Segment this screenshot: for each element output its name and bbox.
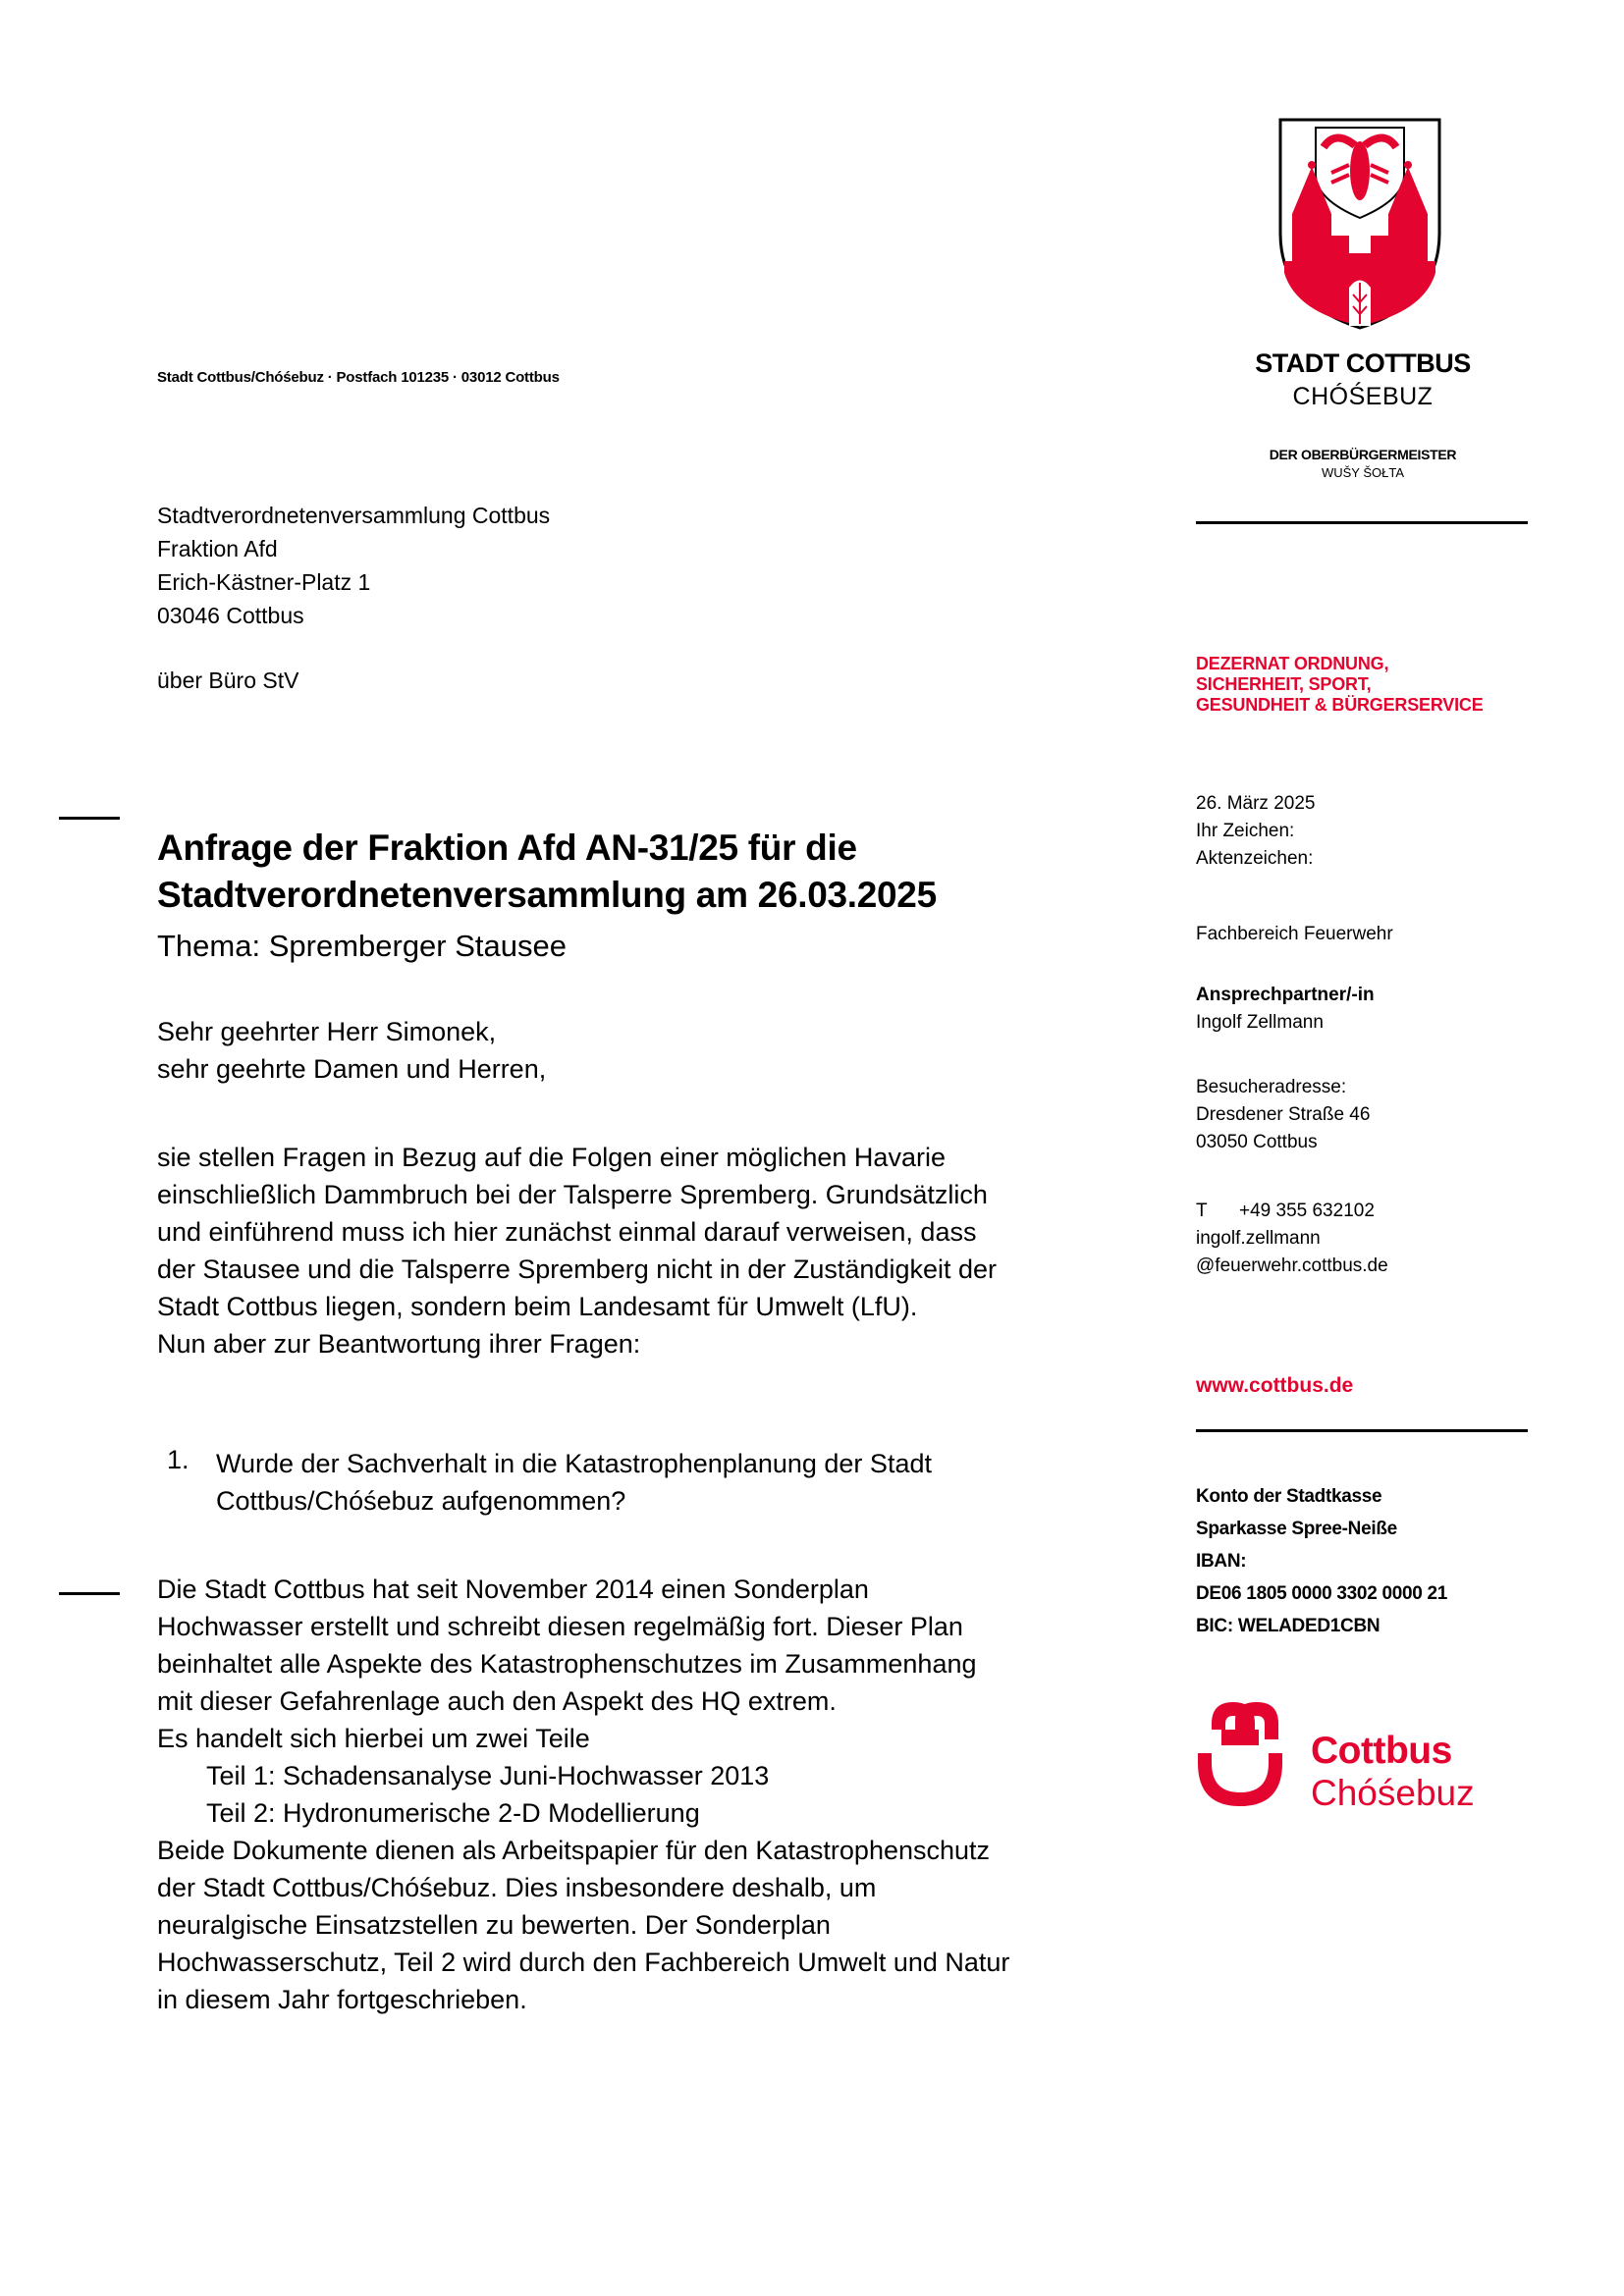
fold-mark	[59, 1592, 120, 1595]
document-subtitle: Thema: Spremberger Stausee	[157, 929, 567, 963]
contact-details	[1196, 1198, 1388, 1280]
salutation-line: sehr geehrte Damen und Herren,	[157, 1054, 547, 1084]
paragraph-line: neuralgische Einsatzstellen zu bewerten. Der Sonderplan	[157, 1910, 831, 1940]
bank-details	[1196, 1480, 1447, 1642]
email-line[interactable]: ingolf.zellmann	[1196, 1228, 1321, 1249]
paragraph-line: beinhaltet alle Aspekte des Katastrophenschutzes im Zusammenhang	[157, 1649, 977, 1679]
visitor-street: Dresdener Straße 46	[1196, 1104, 1371, 1125]
paragraph-line: Hochwasserschutz, Teil 2 wird durch den Fachbereich Umwelt und Natur	[157, 1948, 1010, 1977]
website-link[interactable]: www.cottbus.de	[1196, 1374, 1354, 1397]
salutation	[157, 1013, 546, 1088]
paragraph-line: der Stadt Cottbus/Chóśebuz. Dies insbesondere deshalb, um	[157, 1873, 877, 1902]
paragraph-line: einschließlich Dammbruch bei der Talsperre Spremberg. Grundsätzlich	[157, 1180, 988, 1209]
org-name: STADT COTTBUS	[1255, 348, 1471, 378]
bank-line: DE06 1805 0000 3302 0000 21	[1196, 1583, 1448, 1604]
department-name: Fachbereich Feuerwehr	[1196, 924, 1393, 944]
phone-number[interactable]: +49 355 632102	[1239, 1201, 1375, 1221]
bank-line: BIC: WELADED1CBN	[1196, 1616, 1380, 1636]
sender-return-address: Stadt Cottbus/Chóśebuz · Postfach 101235 · 03012 Cottbus	[157, 369, 560, 386]
visitor-city: 03050 Cottbus	[1196, 1132, 1318, 1152]
divider	[1196, 521, 1528, 524]
contact-name: Ingolf Zellmann	[1196, 1012, 1324, 1033]
paragraph-line: Hochwasser erstellt und schreibt diesen regelmäßig fort. Dieser Plan	[157, 1612, 963, 1641]
phone-label: T	[1196, 1201, 1208, 1221]
recipient-line: Erich-Kästner-Platz 1	[157, 569, 371, 595]
department-line: GESUNDHEIT & BÜRGERSERVICE	[1196, 695, 1484, 715]
recipient-line: 03046 Cottbus	[157, 603, 304, 628]
paragraph-line: Die Stadt Cottbus hat seit November 2014 einen Sonderplan	[157, 1575, 869, 1604]
paragraph-line: und einführend muss ich hier zunächst einmal darauf verweisen, dass	[157, 1217, 977, 1247]
logo-text-cottbus: Cottbus	[1311, 1730, 1452, 1772]
ihr-zeichen-label: Ihr Zeichen:	[1196, 821, 1295, 841]
intro-paragraph	[157, 1139, 997, 1362]
question-line: Wurde der Sachverhalt in die Katastrophenplanung der Stadt	[216, 1449, 932, 1478]
question-number: 1.	[167, 1445, 189, 1474]
department-line: DEZERNAT ORDNUNG,	[1196, 654, 1389, 673]
coat-of-arms-icon	[1276, 116, 1443, 332]
paragraph-line: der Stausee und die Talsperre Spremberg nicht in der Zuständigkeit der	[157, 1255, 997, 1284]
contact-block	[1196, 982, 1375, 1037]
mayor-title-sorbian: WUŠY ŠOŁTA	[1321, 465, 1405, 480]
paragraph-line: Es handelt sich hierbei um zwei Teile	[157, 1724, 590, 1753]
logo-text-chosebuz: Chóśebuz	[1311, 1773, 1475, 1813]
paragraph-line: Stadt Cottbus liegen, sondern beim Landesamt für Umwelt (LfU).	[157, 1292, 918, 1321]
salutation-line: Sehr geehrter Herr Simonek,	[157, 1017, 497, 1046]
part-item: Teil 1: Schadensanalyse Juni-Hochwasser 2013	[206, 1761, 770, 1790]
email-line[interactable]: @feuerwehr.cottbus.de	[1196, 1255, 1388, 1276]
delivery-via: über Büro StV	[157, 667, 299, 693]
department-heading	[1196, 654, 1484, 716]
question-line: Cottbus/Chóśebuz aufgenommen?	[216, 1486, 626, 1516]
paragraph-line: sie stellen Fragen in Bezug auf die Folgen einer möglichen Havarie	[157, 1143, 946, 1172]
visitor-address	[1196, 1074, 1370, 1156]
department-line: SICHERHEIT, SPORT,	[1196, 674, 1372, 694]
letter-date: 26. März 2025	[1196, 793, 1316, 814]
document-title	[157, 825, 937, 919]
cottbus-logo-icon	[1196, 1694, 1284, 1808]
paragraph-line: in diesem Jahr fortgeschrieben.	[157, 1985, 527, 2014]
divider	[1196, 1429, 1528, 1432]
bank-line: IBAN:	[1196, 1551, 1247, 1572]
paragraph-line: mit dieser Gefahrenlage auch den Aspekt des HQ extrem.	[157, 1686, 837, 1716]
title-line: Stadtverordnetenversammlung am 26.03.2025	[157, 875, 937, 915]
fold-mark	[59, 817, 120, 820]
paragraph-line: Nun aber zur Beantwortung ihrer Fragen:	[157, 1329, 641, 1359]
recipient-address	[157, 499, 550, 632]
reference-block	[1196, 790, 1315, 873]
title-line: Anfrage der Fraktion Afd AN-31/25 für die	[157, 828, 857, 868]
bank-line: Konto der Stadtkasse	[1196, 1486, 1382, 1507]
bank-line: Sparkasse Spree-Neiße	[1196, 1519, 1397, 1539]
mayor-title: DER OBERBÜRGERMEISTER	[1269, 447, 1457, 462]
recipient-line: Stadtverordnetenversammlung Cottbus	[157, 503, 551, 528]
aktenzeichen-label: Aktenzeichen:	[1196, 848, 1314, 869]
question-text	[216, 1445, 932, 1520]
paragraph-line: Beide Dokumente dienen als Arbeitspapier für den Katastrophenschutz	[157, 1836, 991, 1865]
org-name-sorbian: CHÓŚEBUZ	[1292, 383, 1434, 410]
answer-paragraph	[157, 1571, 1009, 2018]
part-item: Teil 2: Hydronumerische 2-D Modellierung	[206, 1798, 700, 1828]
visitor-label: Besucheradresse:	[1196, 1077, 1347, 1097]
contact-label: Ansprechpartner/-in	[1196, 985, 1375, 1005]
recipient-line: Fraktion Afd	[157, 536, 278, 561]
